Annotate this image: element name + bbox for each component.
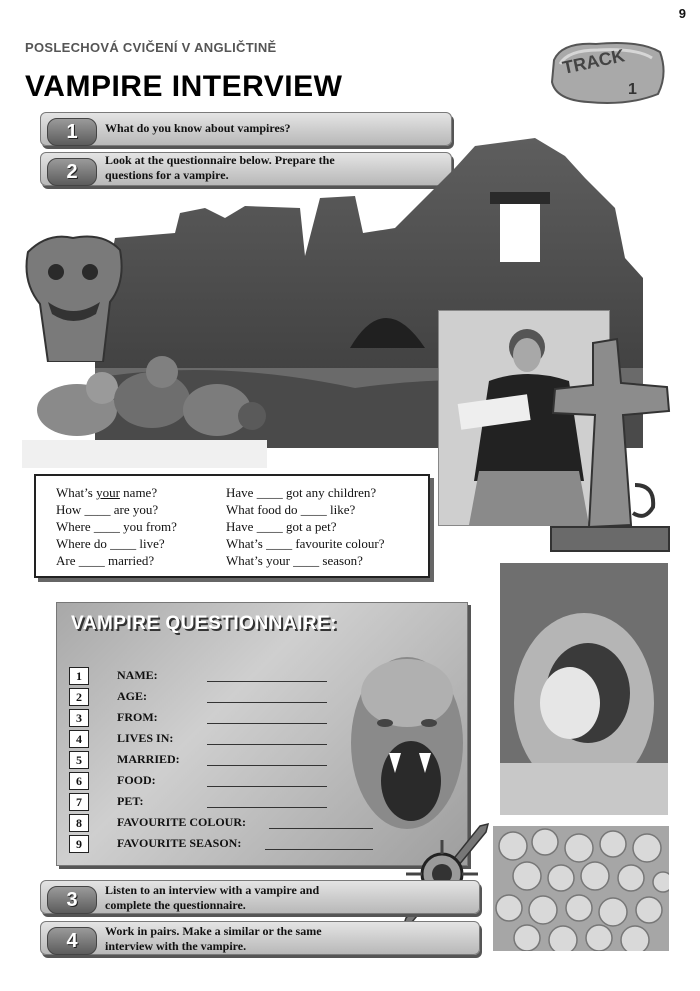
track-label: TRACK (560, 45, 627, 78)
task-4-text (105, 924, 322, 954)
wolves-image (22, 340, 267, 468)
questionnaire-title: VAMPIRE QUESTIONNAIRE: (71, 613, 338, 634)
task-2-line-2: questions for a vampire. (105, 168, 229, 182)
question-prompt: Have ____ got any children? (226, 485, 377, 500)
answer-line[interactable] (207, 786, 327, 787)
question-prompt: How ____ are you? (56, 502, 159, 517)
cave-photo (500, 563, 668, 815)
task-3-text (105, 883, 319, 913)
task-4-number: 4 (47, 927, 97, 955)
dagger-amulet-icon (392, 822, 492, 934)
track-stone-icon (548, 38, 668, 108)
question-prompt: Where do ____ live? (56, 536, 165, 551)
page-number: 9 (678, 6, 686, 21)
questionnaire-field-age: 2 AGE: (69, 688, 399, 706)
question-prompt: Where ____ you from? (56, 519, 177, 534)
answer-line[interactable] (207, 702, 327, 703)
task-2-number: 2 (47, 158, 97, 186)
task-3-line-1: Listen to an interview with a vampire and (105, 883, 320, 897)
answer-line[interactable] (207, 744, 327, 745)
page-title: VAMPIRE INTERVIEW (25, 70, 343, 103)
task-4-line-2: interview with the vampire. (105, 939, 247, 953)
questionnaire-field-food: 6 FOOD: (69, 772, 399, 790)
task-1-text (105, 121, 290, 136)
question-prompt: Are ____ married? (56, 553, 155, 568)
answer-line[interactable] (207, 681, 327, 682)
track-badge (548, 38, 668, 108)
questionnaire-field-favourite-colour: 8 FAVOURITE COLOUR: (69, 814, 399, 832)
questionnaire-field-favourite-season: 9 FAVOURITE SEASON: (69, 835, 399, 853)
task-1-number: 1 (47, 118, 97, 146)
task-3-line-2: complete the questionnaire. (105, 898, 246, 912)
answer-line[interactable] (207, 765, 327, 766)
questionnaire-field-from: 3 FROM: (69, 709, 399, 727)
question-prompt: What food do ____ like? (226, 502, 356, 517)
question-prompts-left (56, 484, 177, 569)
task-2-line-1: Look at the questionnaire below. Prepare the (105, 153, 335, 167)
task-1-line-1: What do you know about vampires? (105, 121, 291, 135)
question-prompts-box (34, 474, 430, 578)
answer-line[interactable] (207, 723, 327, 724)
garlic-photo (493, 826, 669, 951)
question-prompt: What’s ____ favourite colour? (226, 536, 385, 551)
question-prompt: Have ____ got a pet? (226, 519, 337, 534)
questionnaire-field-name: 1 NAME: (69, 667, 399, 685)
cross-image (545, 335, 675, 557)
task-4-line-1: Work in pairs. Make a similar or the same (105, 924, 322, 938)
page-subtitle: POSLECHOVÁ CVIČENÍ V ANGLIČTINĚ (25, 40, 277, 55)
question-prompt: What’s your name? (56, 485, 158, 500)
question-prompt: What’s your ____ season? (226, 553, 363, 568)
questionnaire-field-married: 5 MARRIED: (69, 751, 399, 769)
question-prompts-right (226, 484, 384, 569)
questionnaire-field-pet: 7 PET: (69, 793, 399, 811)
task-4 (40, 921, 480, 955)
track-number: 1 (628, 81, 637, 98)
answer-line[interactable] (207, 807, 327, 808)
task-3-number: 3 (47, 886, 97, 914)
task-3 (40, 880, 480, 914)
questionnaire-field-lives-in: 4 LIVES IN: (69, 730, 399, 748)
